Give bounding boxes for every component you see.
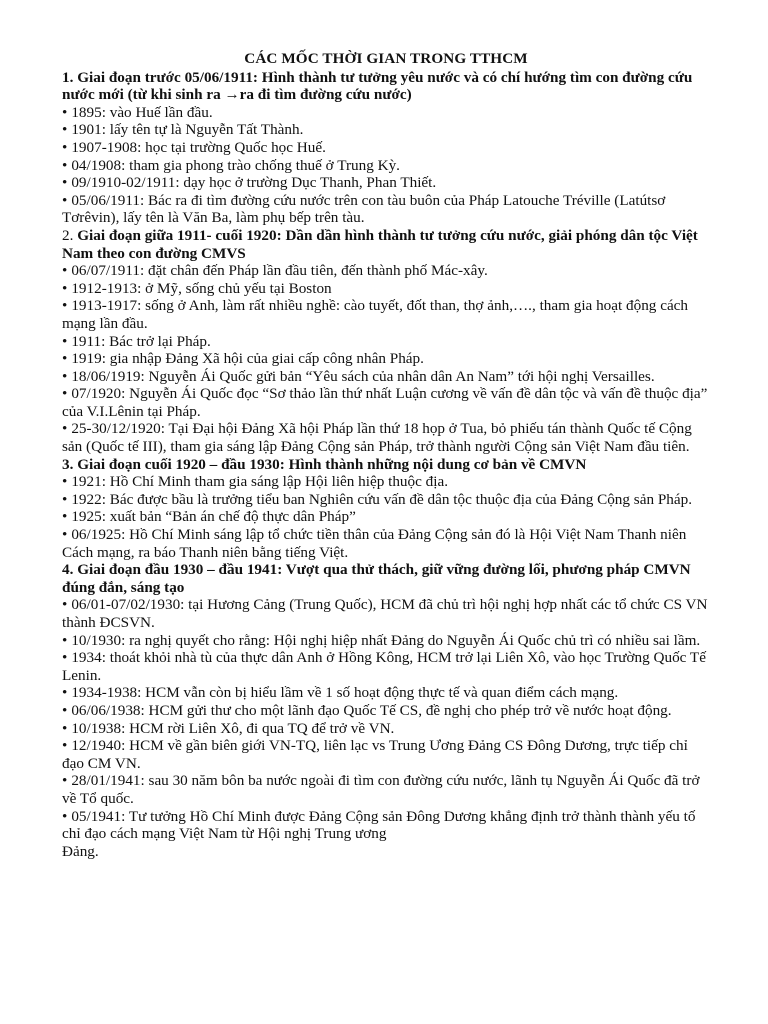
bullet-glyph: • — [62, 596, 68, 614]
bullet-glyph: • — [62, 508, 68, 526]
list-item — [62, 649, 710, 684]
bullet-glyph: • — [62, 490, 68, 508]
section-heading: 4. Giai đoạn đầu 1930 – đầu 1941: Vượt qua thử thách, giữ vững đường lối, phương pháp CMVN đúng đắn, sáng tạo — [62, 561, 691, 596]
bullet-glyph: • — [62, 156, 68, 174]
bullet-glyph: • — [62, 420, 68, 438]
list-item-text: 1919: gia nhập Đảng Xã hội của giai cấp công nhân Pháp. — [71, 350, 424, 368]
bullet-glyph: • — [62, 631, 68, 649]
list-item — [62, 121, 710, 139]
bullet-glyph: • — [62, 350, 68, 368]
bullet-glyph: • — [62, 772, 68, 790]
list-item — [62, 157, 710, 175]
section-3 — [62, 456, 710, 562]
list-item — [62, 702, 710, 720]
bullet-glyph: • — [62, 262, 68, 280]
list-item — [62, 508, 710, 526]
bullet-glyph: • — [62, 807, 68, 825]
list-item-text: 06/1925: Hồ Chí Minh sáng lập tổ chức tiền thân của Đảng Cộng sản đó là Hội Việt Nam Thanh niên Cách mạng, ra báo Thanh niên bằng tiếng Việt. — [62, 526, 687, 561]
list-item-text: 1901: lấy tên tự là Nguyễn Tất Thành. — [71, 121, 304, 139]
bullet-glyph: • — [62, 473, 68, 491]
bullet-glyph: • — [62, 191, 68, 209]
list-item — [62, 737, 710, 772]
bullet-glyph: • — [62, 174, 68, 192]
list-item-text: 05/06/1911: Bác ra đi tìm đường cứu nước trên con tàu buôn của Pháp Latouche Tréville (Latútsơ Tơrêvin), lấy tên là Văn Ba, làm phụ bếp trên tàu. — [62, 191, 666, 227]
list-item — [62, 174, 710, 192]
list-item-text: 25-30/12/1920: Tại Đại hội Đảng Xã hội Pháp lần thứ 18 họp ở Tua, bỏ phiếu tán thành Quốc tế Cộng sản (Quốc tế III), tham gia sáng lập Đảng Cộng sản Pháp, trở thành người Cộng sản Việt Nam đầu tiên. — [62, 420, 692, 456]
list-item — [62, 262, 710, 280]
list-item-text: 10/1938: HCM rời Liên Xô, đi qua TQ để trở về VN. — [71, 719, 395, 737]
list-item — [62, 385, 710, 420]
list-item — [62, 420, 710, 455]
list-item-continuation — [62, 843, 710, 861]
bullet-glyph: • — [62, 526, 68, 544]
bullet-glyph: • — [62, 684, 68, 702]
section-heading: 3. Giai đoạn cuối 1920 – đầu 1930: Hình thành những nội dung cơ bản về CMVN — [62, 455, 587, 473]
bullet-glyph: • — [62, 138, 68, 156]
document-page — [62, 50, 710, 860]
section-number: 2. — [62, 226, 78, 244]
list-item-text: 10/1930: ra nghị quyết cho rằng: Hội nghị hiệp nhất Đảng do Nguyễn Ái Quốc chủ trì có nhiều sai lầm. — [71, 631, 701, 649]
list-item — [62, 280, 710, 298]
list-item — [62, 596, 710, 631]
list-item-text: 05/1941: Tư tưởng Hồ Chí Minh được Đảng Cộng sản Đông Dương khẳng định trở thành thành yếu tố chỉ đạo cách mạng Việt Nam từ Hội nghị Trung ương — [62, 807, 696, 843]
list-item — [62, 491, 710, 509]
section-2 — [62, 227, 710, 456]
list-item — [62, 526, 710, 561]
list-item-text: Đảng. — [62, 842, 99, 860]
bullet-glyph: • — [62, 719, 68, 737]
bullet-glyph: • — [62, 297, 68, 315]
list-item-text: 06/01-07/02/1930: tại Hương Cảng (Trung Quốc), HCM đã chủ trì hội nghị hợp nhất các tổ chức CS VN thành ĐCSVN. — [62, 596, 708, 631]
list-item-text: 1913-1917: sống ở Anh, làm rất nhiều nghề: cào tuyết, đốt than, thợ ảnh,…., tham gia hoạt động cách mạng lần đầu. — [62, 297, 689, 332]
list-item-text: 1921: Hồ Chí Minh tham gia sáng lập Hội liên hiệp thuộc địa. — [71, 473, 449, 491]
list-item — [62, 297, 710, 332]
list-item-text: 1907-1908: học tại trường Quốc học Huế. — [71, 138, 326, 156]
bullet-glyph: • — [62, 385, 68, 403]
list-item-text: 06/07/1911: đặt chân đến Pháp lần đầu tiên, đến thành phố Mác-xây. — [71, 262, 488, 280]
list-item-text: 1912-1913: ở Mỹ, sống chủ yếu tại Boston — [71, 279, 332, 297]
bullet-glyph: • — [62, 649, 68, 667]
list-item-text: 1934: thoát khỏi nhà tù của thực dân Anh ở Hồng Kông, HCM trở lại Liên Xô, vào học Trường Quốc Tế Lenin. — [62, 649, 706, 684]
bullet-glyph: • — [62, 737, 68, 755]
list-item — [62, 350, 710, 368]
bullet-glyph: • — [62, 332, 68, 350]
list-item — [62, 473, 710, 491]
list-item — [62, 368, 710, 386]
list-item-text: 04/1908: tham gia phong trào chống thuế ở Trung Kỳ. — [71, 156, 400, 174]
list-item-text: 12/1940: HCM về gần biên giới VN-TQ, liên lạc vs Trung Ương Đảng CS Đông Dương, trực tiếp chỉ đạo CM VN. — [62, 737, 688, 772]
bullet-glyph: • — [62, 367, 68, 385]
list-item-text: 07/1920: Nguyễn Ái Quốc đọc “Sơ thảo lần thứ nhất Luận cương về vấn đề dân tộc và vấn đề thuộc địa” của V.I.Lênin tại Pháp. — [62, 385, 708, 420]
list-item — [62, 192, 710, 227]
list-item — [62, 104, 710, 122]
section-1 — [62, 69, 710, 227]
list-item — [62, 139, 710, 157]
bullet-glyph: • — [62, 121, 68, 139]
bullet-glyph: • — [62, 103, 68, 121]
bullet-glyph: • — [62, 279, 68, 297]
list-item-text: 1911: Bác trở lại Pháp. — [71, 332, 211, 350]
list-item-text: 1922: Bác được bầu là trưởng tiểu ban Nghiên cứu vấn đề dân tộc thuộc địa của Đảng Cộng sản Pháp. — [71, 490, 693, 508]
document-title: CÁC MỐC THỜI GIAN TRONG TTHCM — [244, 50, 528, 67]
list-item-text: 09/1910-02/1911: dạy học ở trường Dục Thanh, Phan Thiết. — [71, 174, 437, 192]
list-item-text: 1925: xuất bản “Bản án chế độ thực dân Pháp” — [71, 508, 356, 526]
list-item-text: 18/06/1919: Nguyễn Ái Quốc gửi bản “Yêu sách của nhân dân An Nam” tới hội nghị Versailles. — [71, 367, 655, 385]
section-4 — [62, 561, 710, 860]
list-item-text: 1934-1938: HCM vẫn còn bị hiểu lầm về 1 số hoạt động thực tế và quan điểm cách mạng. — [71, 684, 619, 702]
section-heading — [62, 227, 710, 262]
bullet-glyph: • — [62, 701, 68, 719]
section-heading-text: Giai đoạn giữa 1911- cuối 1920: Dần dần hình thành tư tưởng cứu nước, giải phóng dân tộc Việt Nam theo con đường CMVS — [62, 226, 698, 262]
list-item — [62, 772, 710, 807]
list-item-text: 28/01/1941: sau 30 năm bôn ba nước ngoài đi tìm con đường cứu nước, lãnh tụ Nguyễn Ái Quốc đã trở về Tổ quốc. — [62, 772, 700, 807]
list-item-text: 1895: vào Huế lần đầu. — [71, 103, 213, 121]
list-item — [62, 333, 710, 351]
list-item — [62, 720, 710, 738]
list-item — [62, 684, 710, 702]
list-item-text: 06/06/1938: HCM gửi thư cho một lãnh đạo Quốc Tế CS, đề nghị cho phép trở về nước hoạt động. — [71, 701, 672, 719]
list-item — [62, 632, 710, 650]
list-item — [62, 808, 710, 843]
section-heading: 1. Giai đoạn trước 05/06/1911: Hình thành tư tưởng yêu nước và có chí hướng tìm con đường cứu nước mới (từ khi sinh ra →ra đi tìm đường cứu nước) — [62, 68, 693, 104]
